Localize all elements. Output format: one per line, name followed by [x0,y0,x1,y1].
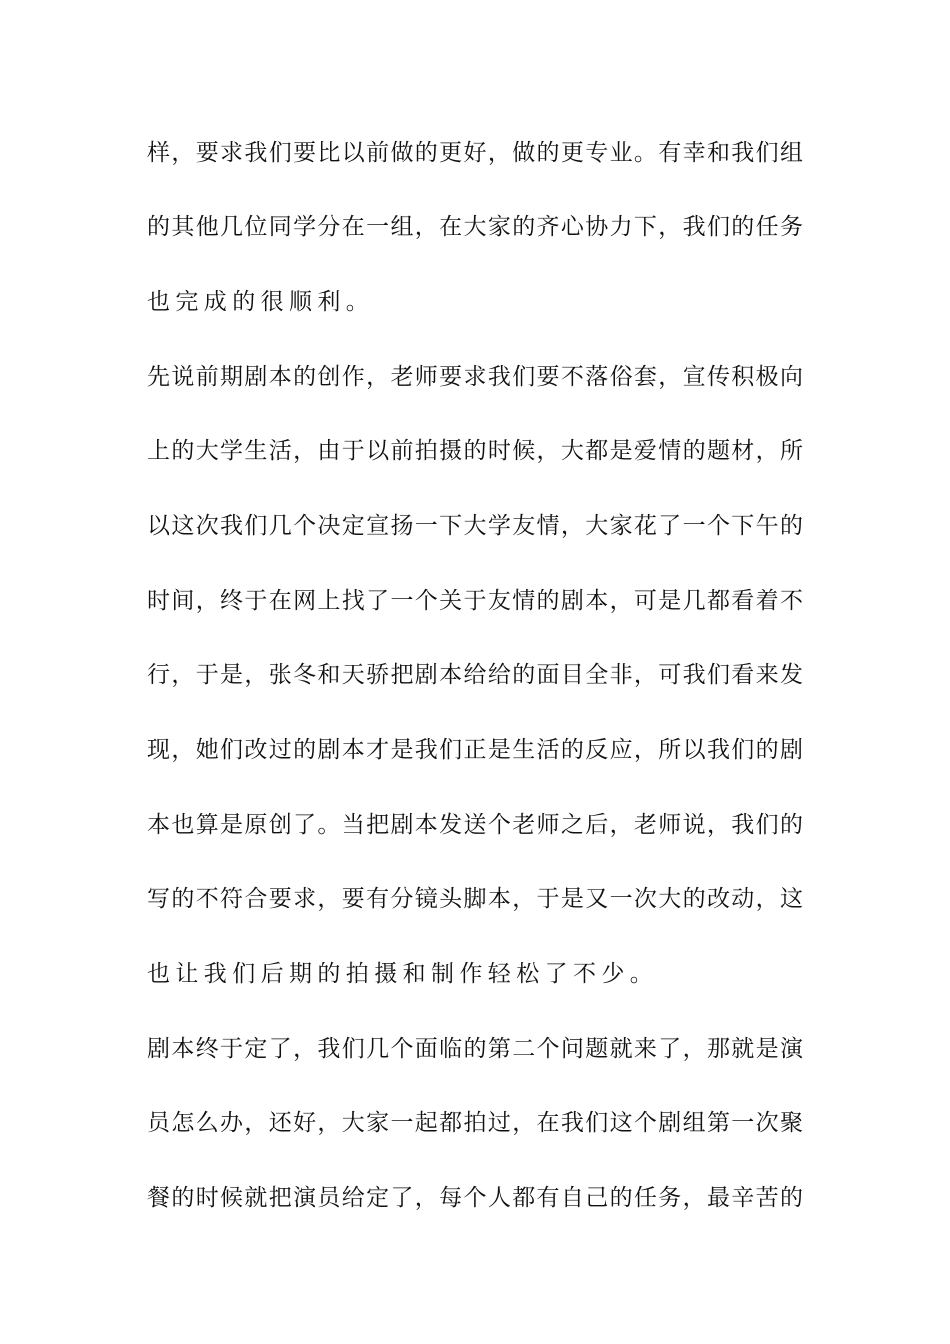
text-line: 员怎么办，还好，大家一起都拍过，在我们这个剧组第一次聚 [147,1110,803,1136]
text-line: 剧本终于定了，我们几个面临的第二个问题就来了，那就是演 [147,1036,803,1062]
text-line: 先说前期剧本的创作，老师要求我们要不落俗套，宣传积极向 [147,364,803,390]
text-line: 餐的时候就把演员给定了，每个人都有自己的任务，最辛苦的 [147,1185,803,1211]
text-line: 现，她们改过的剧本才是我们正是生活的反应，所以我们的剧 [147,737,803,763]
text-line: 也完成的很顺利。 [147,289,375,315]
text-line: 的其他几位同学分在一组，在大家的齐心协力下，我们的任务 [147,214,803,240]
text-line: 样，要求我们要比以前做的更好，做的更专业。有幸和我们组 [147,140,803,166]
text-line: 本也算是原创了。当把剧本发送个老师之后，老师说，我们的 [147,812,803,838]
text-line: 写的不符合要求，要有分镜头脚本，于是又一次大的改动，这 [147,886,803,912]
text-line: 也让我们后期的拍摄和制作轻松了不少。 [147,961,659,987]
text-line: 以这次我们几个决定宣扬一下大学友情，大家花了一个下午的 [147,513,803,539]
text-line: 行，于是，张冬和天骄把剧本给给的面目全非，可我们看来发 [147,662,803,688]
text-line: 上的大学生活，由于以前拍摄的时候，大都是爱情的题材，所 [147,438,803,464]
text-line: 时间，终于在网上找了一个关于友情的剧本，可是几都看着不 [147,588,803,614]
